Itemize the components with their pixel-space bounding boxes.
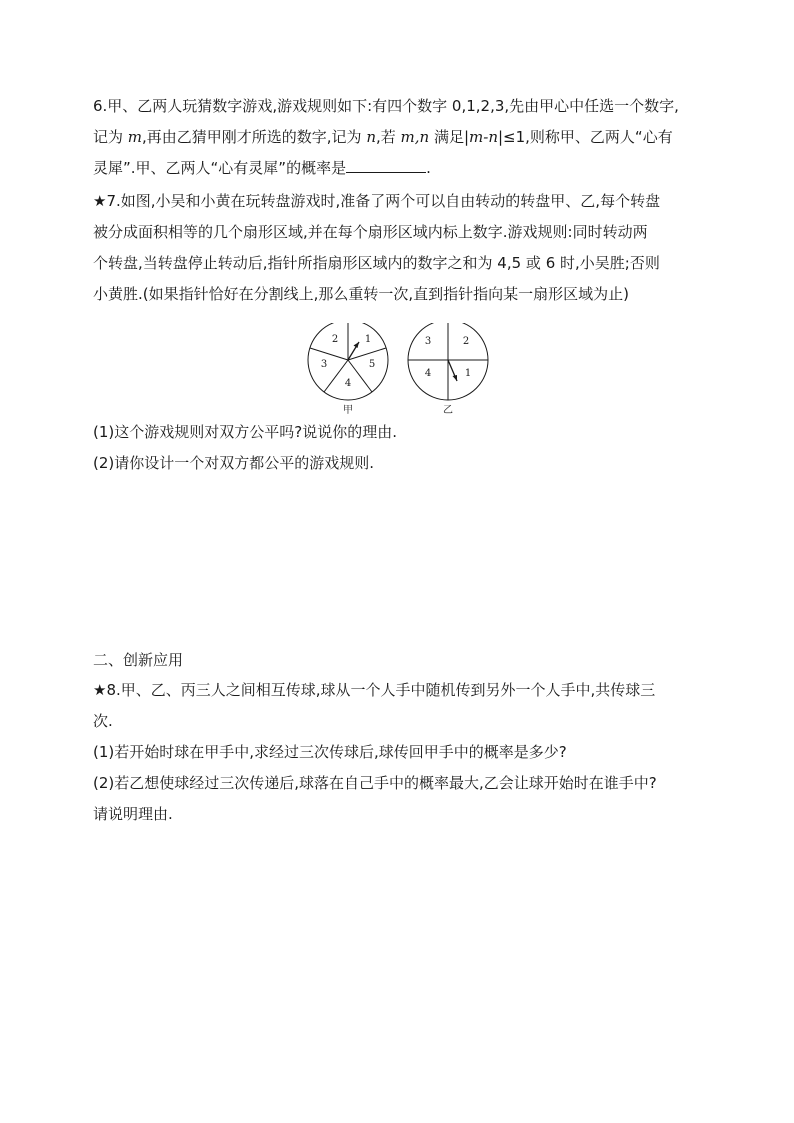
q6-text: 记为 — [93, 128, 128, 146]
q6-text: ,若 — [376, 128, 401, 146]
spinner-yi-label: 乙 — [443, 405, 453, 415]
q7-line-1: ★7.如图,小吴和小黄在玩转盘游戏时,准备了两个可以自由转动的转盘甲、乙,每个转盘 — [93, 192, 661, 210]
spinner-yi-number: 1 — [464, 368, 472, 379]
spinner-jia-number: 5 — [368, 359, 376, 370]
q7-sub-2: (2)请你设计一个对双方都公平的游戏规则. — [93, 454, 375, 472]
q7-sub-1: (1)这个游戏规则对双方公平吗?说说你的理由. — [93, 423, 397, 441]
spinner-yi-number: 3 — [424, 336, 432, 347]
q6-text: 满足| — [429, 128, 470, 146]
q6-text: 灵犀”.甲、乙两人“心有灵犀”的概率是 — [93, 159, 347, 177]
q8-sub-2: (2)若乙想使球经过三次传递后,球落在自己手中的概率最大,乙会让球开始时在谁手中? — [93, 774, 657, 792]
q8-line-1: ★8.甲、乙、丙三人之间相互传球,球从一个人手中随机传到另外一个人手中,共传球三 — [93, 681, 656, 699]
q6-line-3 — [93, 158, 431, 178]
answer-blank[interactable] — [346, 158, 426, 173]
spinner-jia-number: 1 — [364, 334, 372, 345]
spinner-jia-number: 4 — [344, 378, 352, 389]
q7-line-4: 小黄胜.(如果指针恰好在分割线上,那么重转一次,直到指针指向某一扇形区域为止) — [93, 285, 630, 303]
section-title: 二、创新应用 — [93, 651, 184, 669]
q7-line-3: 个转盘,当转盘停止转动后,指针所指扇形区域内的数字之和为 4,5 或 6 时,小吴胜;否则 — [93, 254, 660, 272]
spinner-yi-number: 4 — [424, 368, 432, 379]
spinner-jia-label: 甲 — [343, 405, 353, 415]
q6-line-1: 6.甲、乙两人玩猜数字游戏,游戏规则如下:有四个数字 0,1,2,3,先由甲心中任选一个数字, — [93, 97, 679, 115]
spinner-jia-divider — [310, 348, 348, 360]
q6-text: ,再由乙猜甲刚才所选的数字,记为 — [142, 128, 367, 146]
spinner-yi — [408, 323, 488, 415]
q7-line-2: 被分成面积相等的几个扇形区域,并在每个扇形区域内标上数字.游戏规则:同时转动两 — [93, 223, 648, 241]
q6-text: . — [426, 159, 431, 177]
q6-line-2 — [93, 127, 673, 147]
var-mn: m,n — [400, 128, 430, 146]
pointer-arrow-icon — [453, 375, 458, 381]
spinner-jia-number: 2 — [331, 334, 339, 345]
spinner-jia — [308, 323, 388, 415]
q8-sub-1: (1)若开始时球在甲手中,求经过三次传球后,球传回甲手中的概率是多少? — [93, 743, 567, 761]
abs-expression: m-n — [469, 128, 498, 146]
spinner-figure — [300, 323, 500, 415]
q8-line-2: 次. — [93, 712, 113, 730]
spinner-jia-number: 3 — [320, 359, 328, 370]
var-m: m — [127, 128, 143, 146]
pointer-arrow-icon — [354, 342, 360, 348]
spinner-yi-number: 2 — [462, 336, 470, 347]
var-n: n — [366, 128, 376, 146]
q6-text: |≤1,则称甲、乙两人“心有 — [497, 128, 673, 146]
q8-sub-3: 请说明理由. — [93, 805, 173, 823]
